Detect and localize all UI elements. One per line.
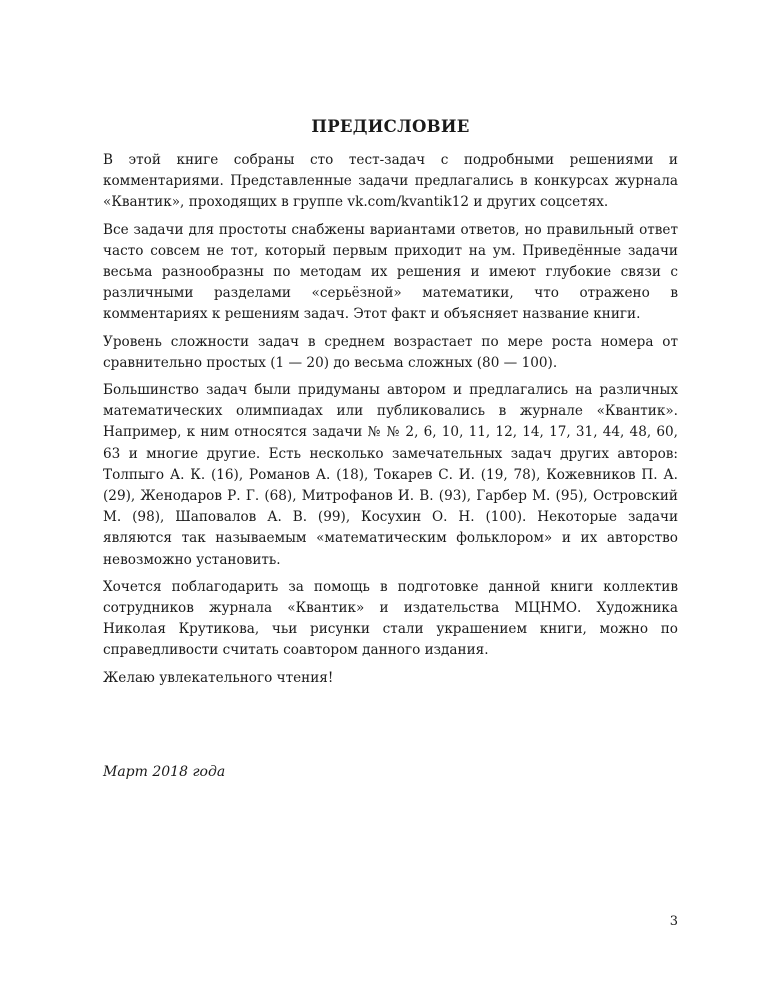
signature-date: Март 2018 года [103,764,226,780]
paragraph-thanks: Хочется поблагодарить за помощь в подготовке данной книги коллектив сотрудников журнала «Квантик» и издательства МЦНМО. Художника Николая Крутикова, чьи рисунки стали украшением книги, можно по справедливости считать соавтором данного издания. [103,578,678,659]
page-title: ПРЕДИСЛОВИЕ [311,117,470,136]
paragraph-answers: Все задачи для простоты снабжены вариантами ответов, но правильный ответ часто совсем не тот, который первым приходит на ум. Приведённые задачи весьма разнообразны по методам их решения и имеют глубокие связи с различными разделами «серьёзной» математики, что отражено в комментариях к решениям задач. Этот факт и объясняет название книги. [103,221,678,323]
paragraph-wish: Желаю увлекательного чтения! [103,669,334,686]
book-page [103,0,678,1000]
paragraph-difficulty: Уровень сложности задач в среднем возрастает по мере роста номера от сравнительно простых (1 — 20) до весьма сложных (80 — 100). [103,333,678,371]
paragraph-authors: Большинство задач были придуманы автором и предлагались на различных математических олимпиадах или публиковались в журнале «Квантик». Например, к ним относятся задачи № № 2, 6, 10, 11, 12, 14, 17, 31, 44, 48, 60, 63 и многие другие. Есть несколько замечательных задач других авторов: Толпыго А. К. (16), Романов А. (18), Токарев С. И. (19, 78), Кожевников П. А. (29), Женодаров Р. Г. (68), Митрофанов И. В. (93), Гарбер М. (95), Островский М. (98), Шаповалов А. В. (99), Косухин О. Н. (100). Некоторые задачи являются так называемым «математическим фольклором» и их авторство невозможно установить. [103,382,678,568]
page-number: 3 [669,914,678,929]
preface-body [103,150,678,689]
paragraph-intro: В этой книге собраны сто тест-задач с подробными решениями и комментариями. Представленные задачи предлагались в конкурсах журнала «Квантик», проходящих в группе vk.com/kvantik12 и других соцсетях. [103,152,678,211]
